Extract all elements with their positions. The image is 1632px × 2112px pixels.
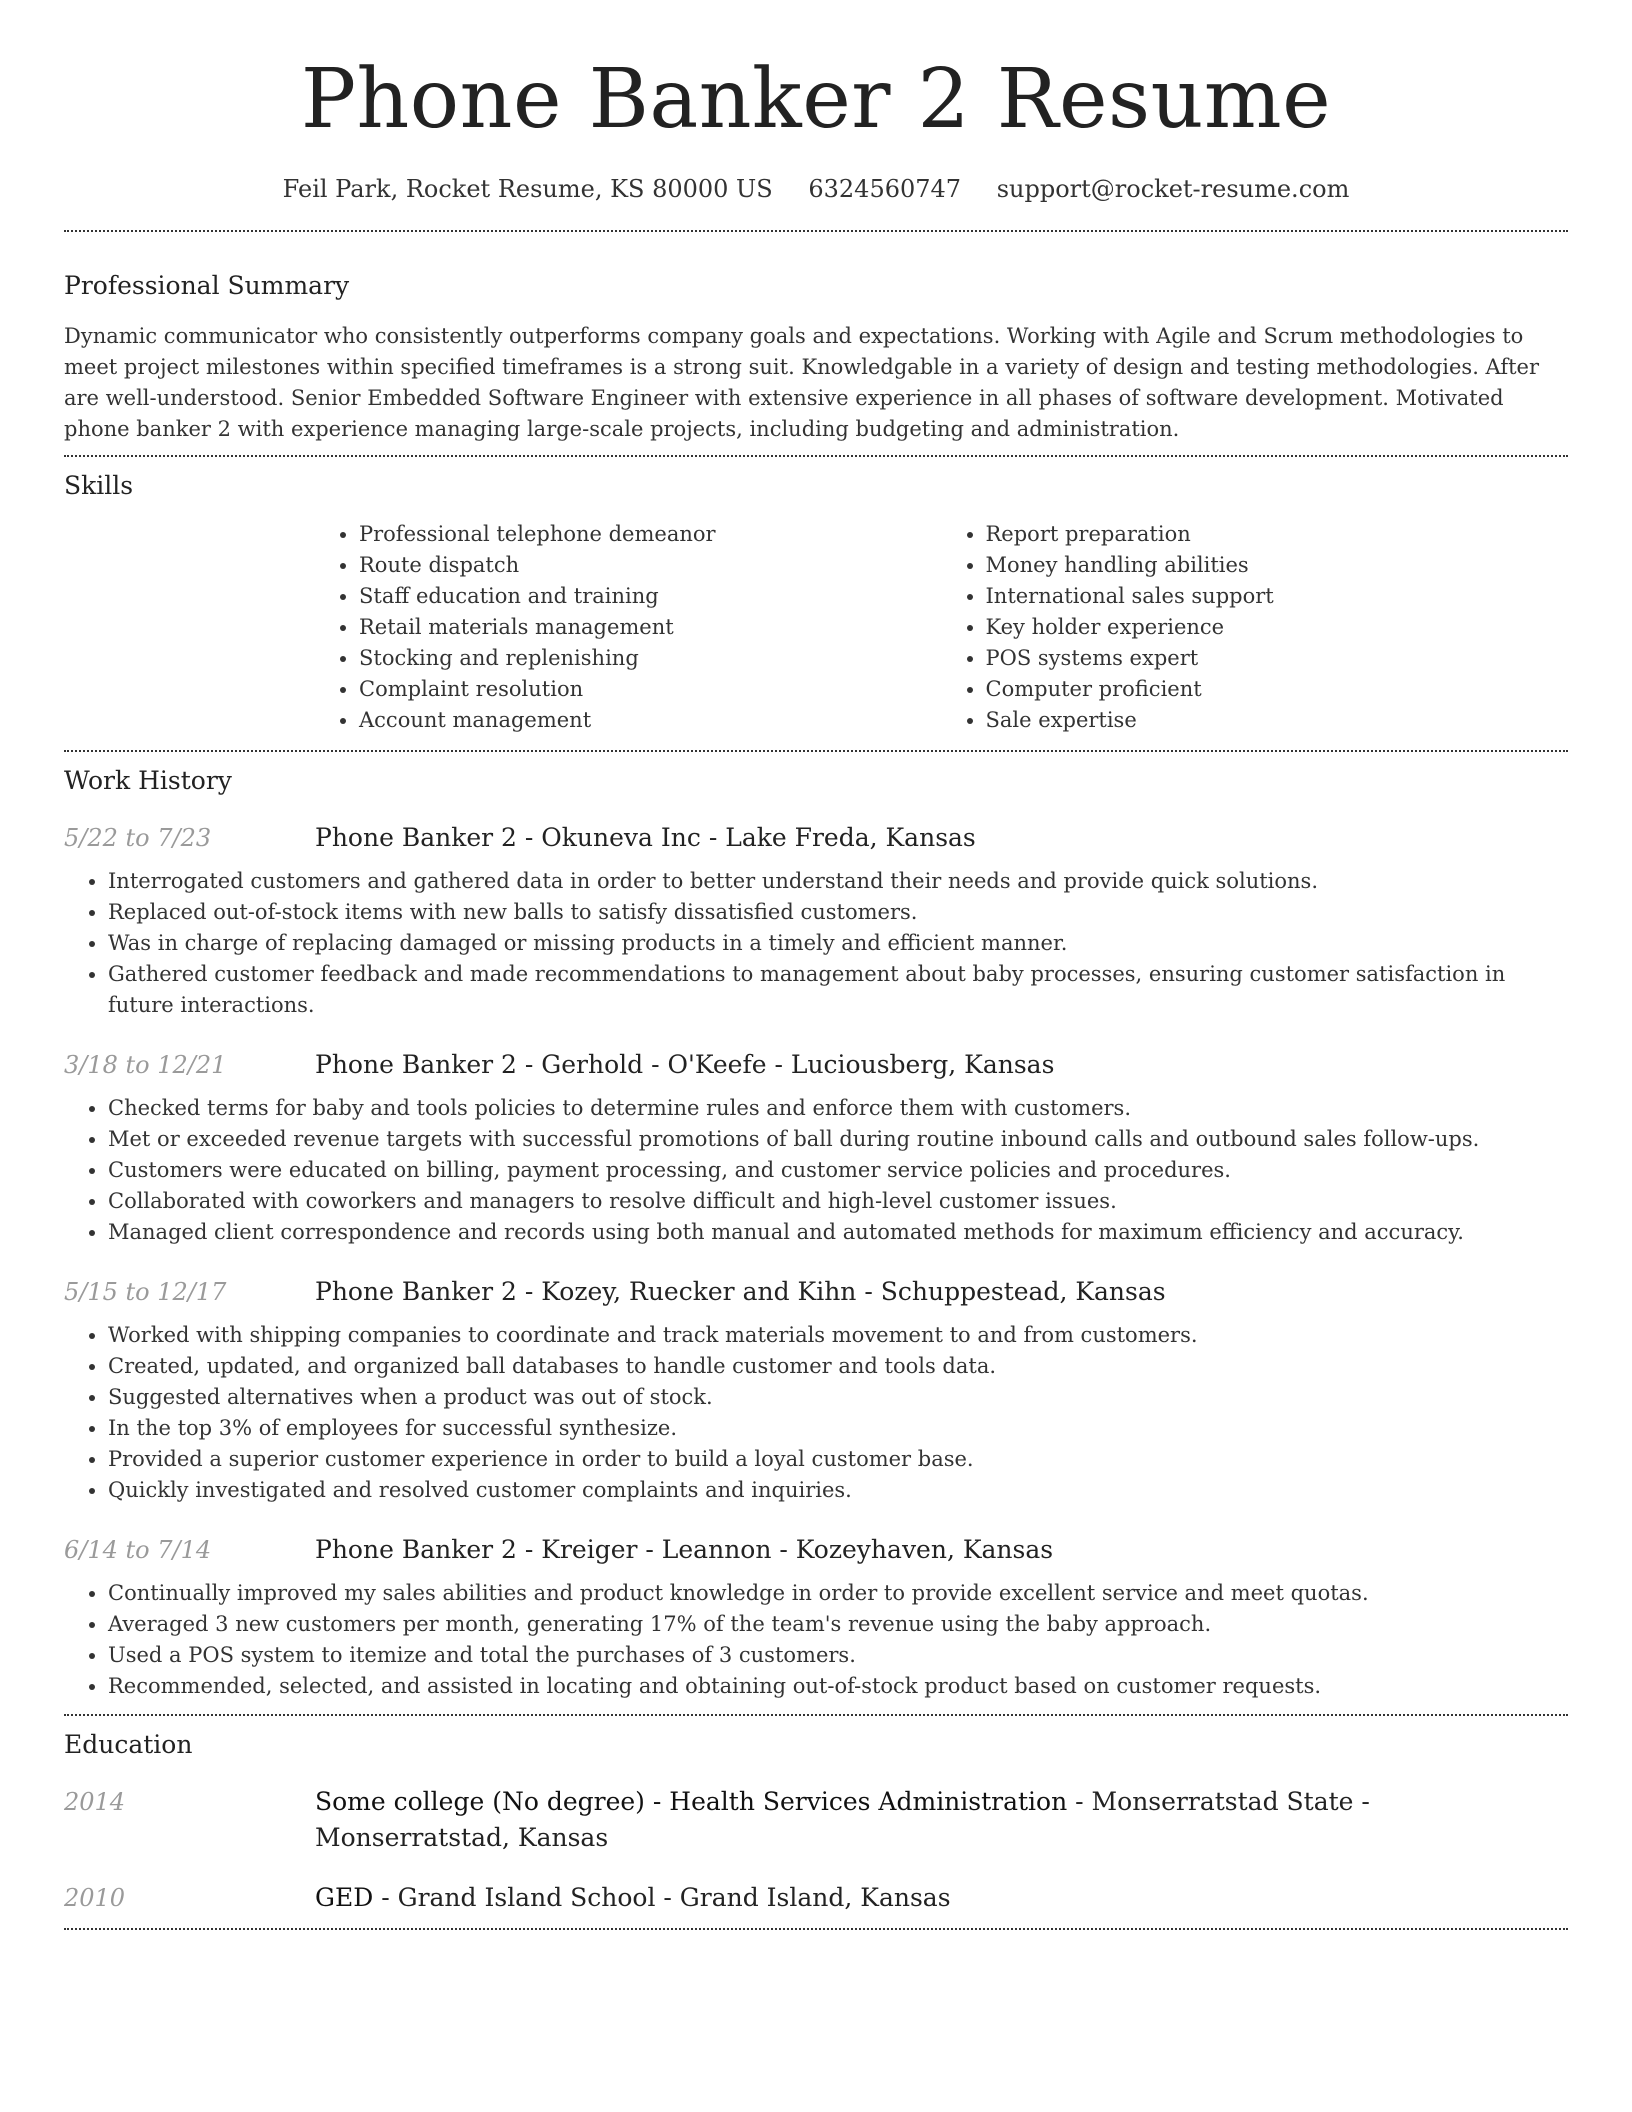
skills-grid [315,519,1568,736]
job-dates: 3/18 to 12/21 [64,1051,227,1079]
job-entry [64,820,1568,1021]
contact-address: Feil Park, Rocket Resume, KS 80000 US [282,175,773,203]
contact-line [64,168,1568,210]
job-entry [64,1532,1568,1702]
education-heading: Education [64,1730,193,1759]
education-entry [64,1784,1568,1856]
job-bullet: • Created, updated, and organized ball databases to handle customer and tools data. [108,1351,1568,1382]
summary-heading: Professional Summary [64,271,350,300]
job-bullet: • Checked terms for baby and tools policies to determine rules and enforce them with customers. [108,1093,1568,1124]
divider [64,455,1568,457]
job-title: Phone Banker 2 - Okuneva Inc - Lake Freda, Kansas [315,823,976,852]
skill-item: • POS systems expert [986,643,1569,674]
job-entry [64,1274,1568,1506]
skill-item: • Professional telephone demeanor [359,519,942,550]
job-bullet: • Quickly investigated and resolved customer complaints and inquiries. [108,1475,1568,1506]
skills-heading: Skills [64,471,134,500]
contact-email: support@rocket-resume.com [996,175,1350,203]
job-title: Phone Banker 2 - Kreiger - Leannon - Kozeyhaven, Kansas [315,1535,1054,1564]
skill-item: • Account management [359,705,942,736]
job-title: Phone Banker 2 - Gerhold - O'Keefe - Luciousberg, Kansas [315,1050,1055,1079]
job-dates: 6/14 to 7/14 [64,1536,212,1564]
job-bullet: • Managed client correspondence and records using both manual and automated methods for maximum efficiency and accuracy. [108,1217,1568,1248]
job-bullets [64,1320,1568,1506]
job-bullets [64,866,1568,1021]
education-school: - Grand Island School - Grand Island, Kansas [373,1883,951,1912]
job-bullet: • Interrogated customers and gathered data in order to better understand their needs and provide quick solutions. [108,866,1568,897]
job-bullet: • Collaborated with coworkers and managers to resolve difficult and high-level customer issues. [108,1186,1568,1217]
divider [64,750,1568,752]
job-bullet: • Provided a superior customer experience in order to build a loyal customer base. [108,1444,1568,1475]
education-entry [64,1880,1568,1916]
summary-section [64,267,1568,445]
job-bullet: • Suggested alternatives when a product was out of stock. [108,1382,1568,1413]
skills-list-left [315,519,942,736]
job-dates: 5/15 to 12/17 [64,1278,227,1306]
job-title: Phone Banker 2 - Kozey, Ruecker and Kihn - Schuppestead, Kansas [315,1277,1166,1306]
job-bullets [64,1578,1568,1702]
education-degree: Some college (No degree) - Health Services Administration [315,1787,1068,1816]
divider [64,230,1568,232]
skill-item: • Route dispatch [359,550,942,581]
work-history-heading: Work History [64,766,232,795]
job-bullet: • Recommended, selected, and assisted in locating and obtaining out-of-stock product based on customer requests. [108,1671,1568,1702]
education-degree: GED [315,1883,374,1912]
education-year: 2010 [64,1884,126,1912]
job-bullet: • Used a POS system to itemize and total the purchases of 3 customers. [108,1640,1568,1671]
skill-item: • Staff education and training [359,581,942,612]
skill-item: • Retail materials management [359,612,942,643]
job-bullet: • Met or exceeded revenue targets with successful promotions of ball during routine inbound calls and outbound sales follow-ups. [108,1124,1568,1155]
job-bullet: • In the top 3% of employees for successful synthesize. [108,1413,1568,1444]
contact-phone: 6324560747 [808,175,962,203]
education-section [64,1726,1568,1916]
job-bullet: • Gathered customer feedback and made recommendations to management about baby processes, ensuring customer satisfaction in future interactions. [108,959,1568,1021]
skill-item: • Report preparation [986,519,1569,550]
summary-text: Dynamic communicator who consistently outperforms company goals and expectations. Working with Agile and Scrum methodologies to meet project milestones within specified timeframes is a strong suit. Knowledgable in a variety of design and testing methodologies. After are well-understood. Senior Embedded Software Engineer with extensive experience in all phases of software development. Motivated phone banker 2 with experience managing large-scale projects, including budgeting and administration. [64,324,1540,441]
job-dates: 5/22 to 7/23 [64,824,212,852]
work-history-section [64,762,1568,1702]
divider [64,1714,1568,1716]
job-bullet: • Continually improved my sales abilities and product knowledge in order to provide excellent service and meet quotas. [108,1578,1568,1609]
job-bullets [64,1093,1568,1248]
job-entry [64,1047,1568,1248]
job-bullet: • Customers were educated on billing, payment processing, and customer service policies and procedures. [108,1155,1568,1186]
skills-list-right [942,519,1569,736]
skill-item: • Complaint resolution [359,674,942,705]
skill-item: • Computer proficient [986,674,1569,705]
skills-section [64,467,1568,736]
skill-item: • International sales support [986,581,1569,612]
skill-item: • Key holder experience [986,612,1569,643]
education-school: - Monserratstad State - Monserratstad, Kansas [315,1787,1370,1852]
job-bullet: • Was in charge of replacing damaged or missing products in a timely and efficient manner. [108,928,1568,959]
divider [64,1928,1568,1930]
education-year: 2014 [64,1788,126,1816]
job-bullet: • Replaced out-of-stock items with new balls to satisfy dissatisfied customers. [108,897,1568,928]
job-bullet: • Averaged 3 new customers per month, generating 17% of the team's revenue using the baby approach. [108,1609,1568,1640]
skill-item: • Sale expertise [986,705,1569,736]
resume-title: Phone Banker 2 Resume [300,52,1332,147]
skill-item: • Stocking and replenishing [359,643,942,674]
job-bullet: • Worked with shipping companies to coordinate and track materials movement to and from customers. [108,1320,1568,1351]
skill-item: • Money handling abilities [986,550,1569,581]
